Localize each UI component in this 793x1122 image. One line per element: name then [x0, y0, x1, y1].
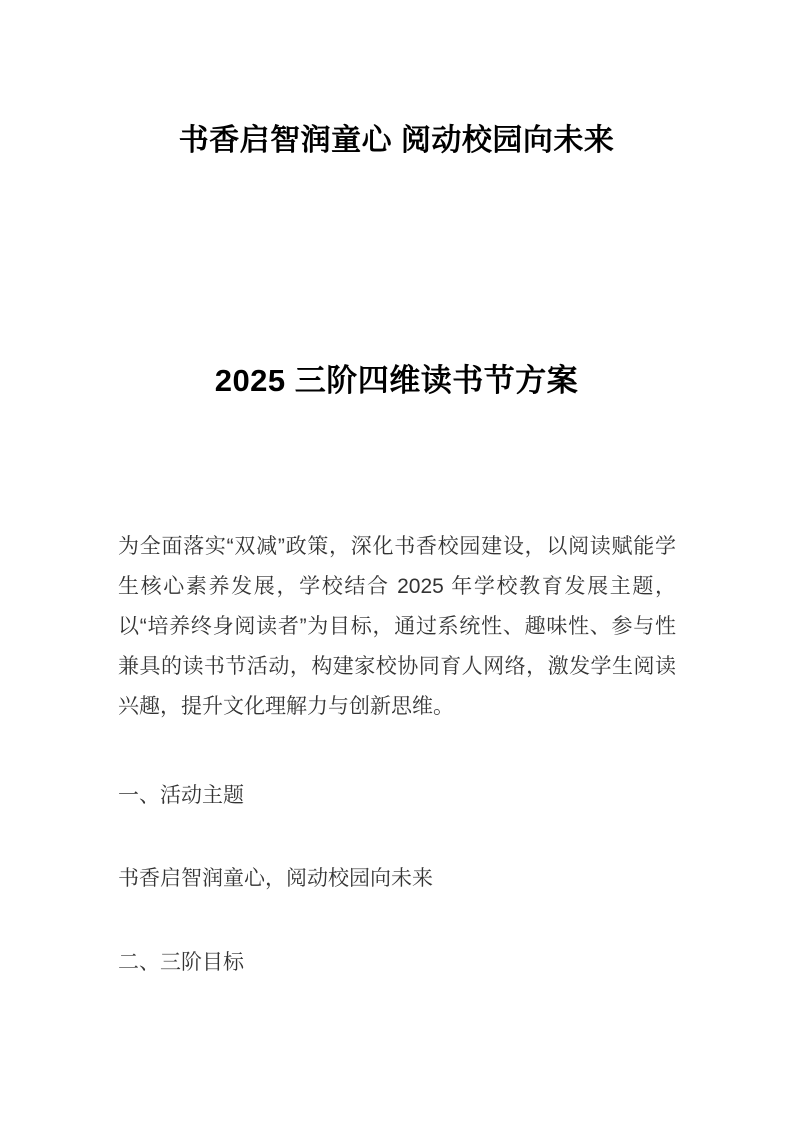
intro-paragraph: 为全面落实“双减”政策，深化书香校园建设，以阅读赋能学生核心素养发展，学校结合 2025 年学校教育发展主题，以“培养终身阅读者”为目标，通过系统性、趣味性、参与性兼具的读书节活动，构建家校协同育人网络，激发学生阅读兴趣，提升文化理解力与创新思维。	[118, 535, 676, 718]
document-header-title: 书香启智润童心 阅动校园向未来	[178, 124, 615, 157]
document-main-title: 2025 三阶四维读书节方案	[214, 363, 579, 398]
section-2-heading: 二、三阶目标	[118, 951, 244, 974]
section-1-theme-line: 书香启智润童心，阅动校园向未来	[118, 867, 433, 890]
section-1-heading: 一、活动主题	[118, 784, 244, 807]
